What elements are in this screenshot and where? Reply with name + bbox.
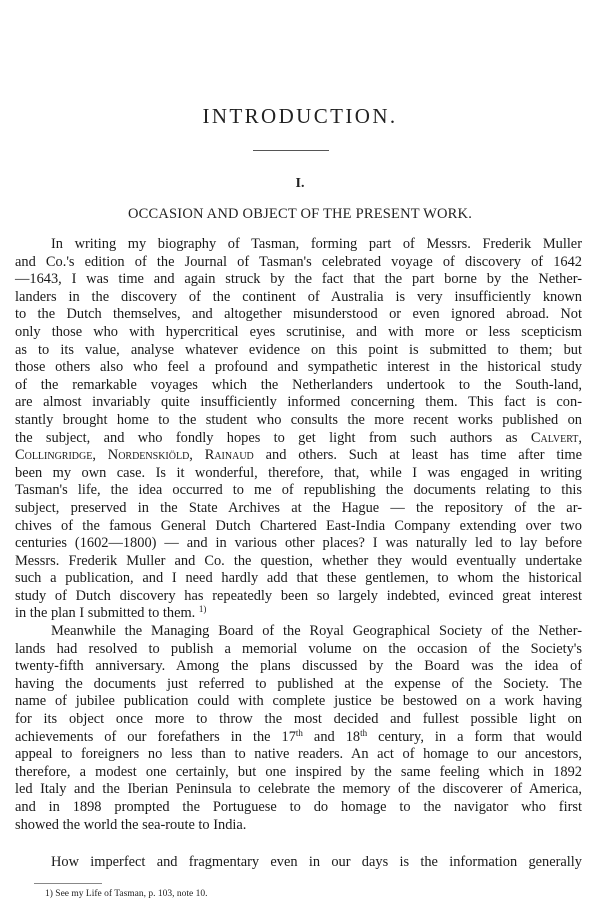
text-line: Tasman's life, the idea occurred to me of republishing the documents relating to this — [15, 482, 582, 499]
text-line: stantly brought home to the student who consults the more recent works published on — [15, 411, 582, 428]
text-line: been my own case. Is it wonderful, therefore, that, while I was engaged in writing — [15, 464, 582, 481]
text-line: In writing my biography of Tasman, forming part of Messrs. Frederik Muller — [51, 236, 582, 252]
text-line: led Italy and the Iberian Peninsula to celebrate the memory of the discoverer of America, — [15, 781, 582, 798]
text-line: those others also who feel a profound and sympathetic interest in the historical study — [15, 359, 582, 376]
footnote: 1) See my Life of Tasman, p. 103, note 10. — [45, 889, 208, 899]
text-line — [15, 605, 582, 623]
text-fragment: and others. Such at least has time after time — [265, 447, 582, 464]
text-fragment: century, in a form that would — [367, 728, 582, 745]
text-line: are almost invariably quite insufficiently informed concerning them. This fact is con- — [15, 394, 582, 411]
text-fragment: and 18 — [302, 728, 361, 745]
section-number: I. — [295, 176, 305, 191]
superscript: th — [295, 727, 303, 738]
body-text — [15, 236, 582, 834]
text-line: showed the world the sea-route to India. — [15, 816, 247, 833]
superscript: th — [360, 727, 368, 738]
text-line: appeal to foreigners no less than to native readers. An act of homage to our ancestors, — [15, 746, 582, 763]
section-heading: OCCASION AND OBJECT OF THE PRESENT WORK. — [127, 206, 473, 222]
author-name: Nordenskiöld, — [107, 447, 193, 464]
text-fragment: achievements of our forefathers in the 17 — [15, 728, 296, 745]
text-line: such a publication, and I need hardly add that these gentlemen, to whom the historical — [15, 570, 582, 587]
text-line: study of Dutch discovery has repeatedly been so largely indebted, evinced great interest — [15, 587, 582, 604]
text-line — [15, 447, 582, 465]
text-line — [15, 430, 582, 448]
text-line: twenty-fifth anniversary. Among the plans discussed by the Board was the idea of — [15, 658, 582, 675]
footnote-reference[interactable]: 1) — [198, 604, 207, 615]
text-line: centuries (1602—1800) — and in various other places? I was naturally led to lay before — [15, 535, 582, 552]
text-line: name of jubilee publication could with complete justice be bestowed on a work having — [15, 693, 582, 710]
text-line: —1643, I was time and again struck by the fact that the part borne by the Nether- — [15, 271, 582, 288]
text-line: therefore, a modest one certainly, but one inspired by the same feeling which in 1892 — [15, 763, 582, 780]
text-line: landers in the discovery of the continent of Australia is very insufficiently known — [15, 288, 582, 305]
text-line: Meanwhile the Managing Board of the Royal Geographical Society of the Nether- — [51, 623, 582, 640]
page-title: INTRODUCTION. — [202, 104, 398, 128]
text-line: subject, preserved in the State Archives at the Hague — the repository of the ar- — [15, 499, 582, 516]
text-line: chives of the famous General Dutch Chartered East-India Company extending over two — [15, 517, 582, 534]
text-line: Messrs. Frederik Muller and Co. the question, whether they would eventually undertake — [15, 552, 582, 569]
text-line: and in 1898 prompted the Portuguese to do homage to the navigator who first — [15, 799, 582, 815]
closing-line: How imperfect and fragmentary even in our days is the information generally — [51, 854, 582, 870]
text-line: as to its value, analyse whatever evidence on this point is submitted to them; but — [15, 341, 582, 358]
text-line — [15, 729, 582, 747]
author-name: Rainaud — [204, 447, 254, 464]
author-name: Calvert, — [530, 429, 582, 446]
text-fragment: in the plan I submitted to them. — [15, 605, 196, 622]
text-line: and Co.'s edition of the Journal of Tasman's celebrated voyage of discovery of 1642 — [15, 253, 582, 270]
text-line: having the documents just referred to published at the expense of the Society. The — [15, 675, 582, 692]
text-line: for its object once more to throw the most decided and fullest possible light on — [15, 711, 582, 728]
author-name: Collingridge, — [15, 447, 96, 464]
text-fragment: the subject, and who fondly hopes to get light from such authors as — [15, 429, 518, 446]
text-line: of the remarkable voyages which the Netherlanders undertook to the South-land, — [15, 376, 582, 393]
text-line: lands had resolved to publish a memorial volume on the occasion of the Society's — [15, 640, 582, 657]
footnote-divider — [34, 883, 102, 884]
title-divider — [253, 150, 329, 151]
text-line: only those who with hypercritical eyes scrutinise, and with more or less scepticism — [15, 323, 582, 340]
text-line: to the Dutch themselves, and altogether misunderstood or even ignored abroad. Not — [15, 306, 582, 323]
